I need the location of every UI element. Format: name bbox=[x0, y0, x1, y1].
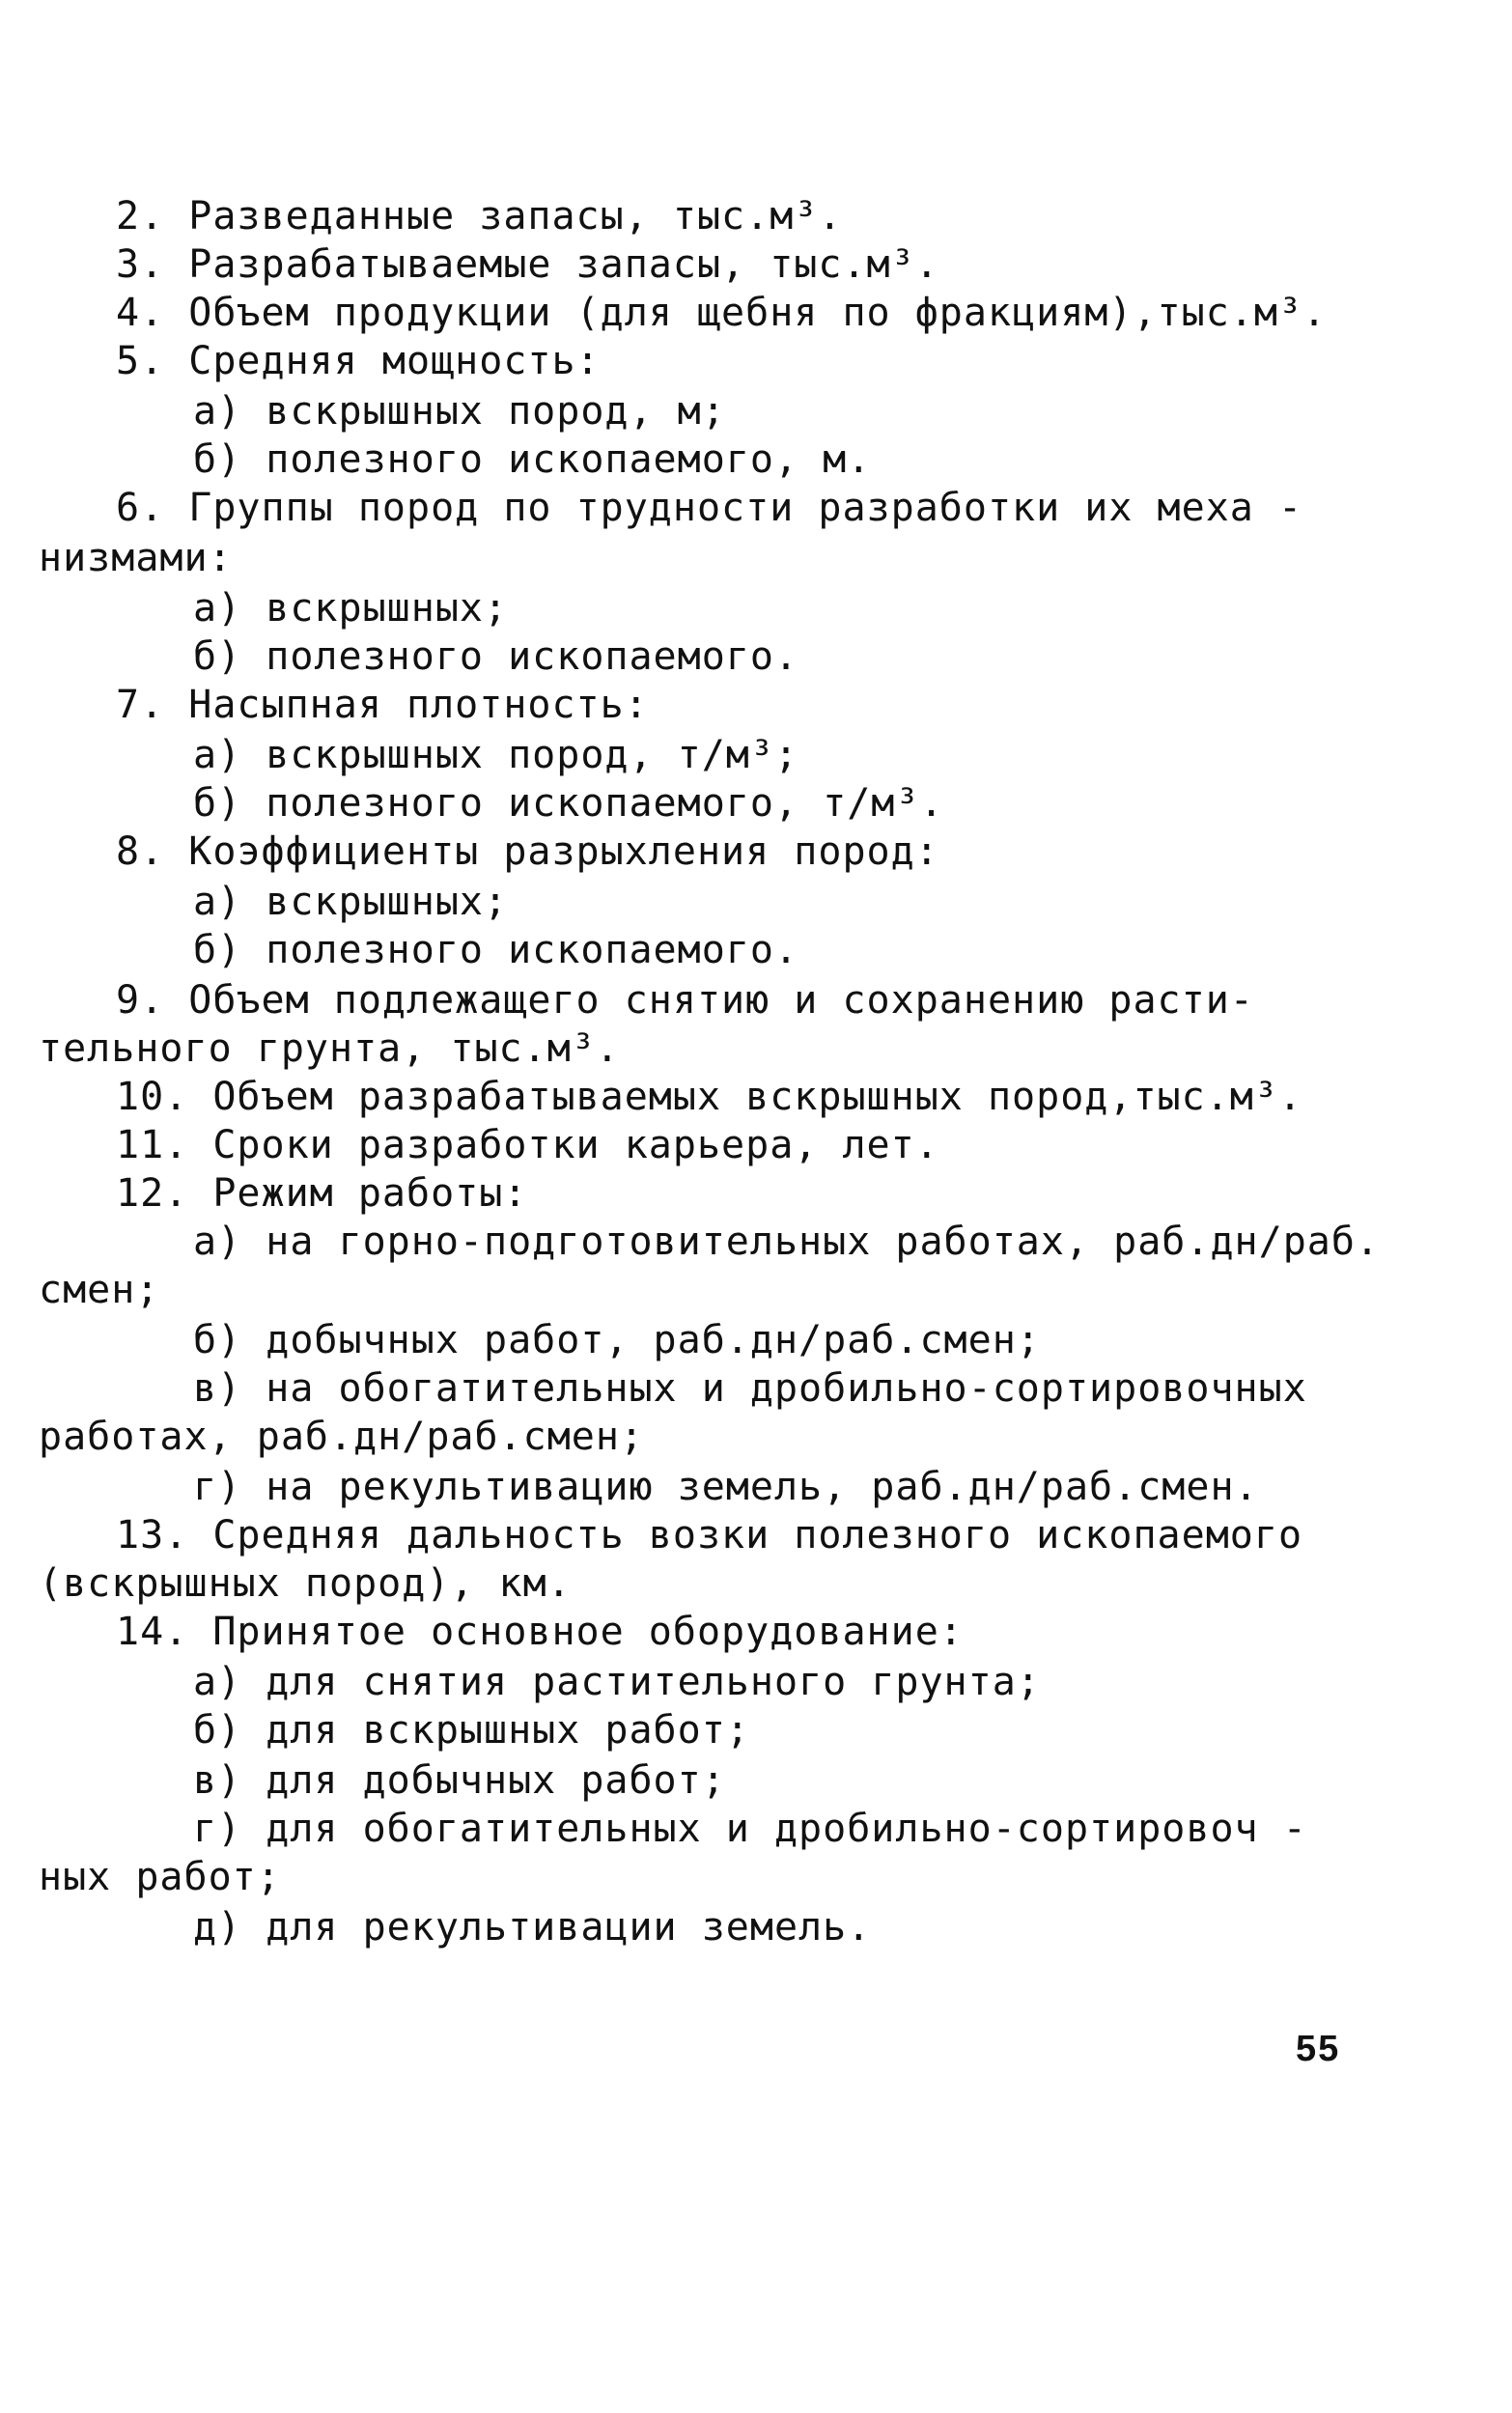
list-item-9: 9. Объем подлежащего снятию и сохранению расти- bbox=[116, 978, 1254, 1023]
sub-item-12c-continuation: работах, раб.дн/раб.смен; bbox=[39, 1415, 645, 1459]
sub-item-14b: б) для вскрышных работ; bbox=[193, 1708, 750, 1753]
sub-item-14e: д) для рекультивации земель. bbox=[193, 1905, 872, 1950]
sub-item-14c: в) для добычных работ; bbox=[193, 1758, 726, 1803]
list-item-5: 5. Средняя мощность: bbox=[116, 339, 601, 383]
list-item-2: 2. Разведанные запасы, тыс.м³. bbox=[116, 194, 843, 238]
page-number: 55 bbox=[1296, 2029, 1341, 2069]
sub-item-14a: а) для снятия растительного грунта; bbox=[193, 1660, 1041, 1704]
list-item-6: 6. Группы пород по трудности разработки их меха - bbox=[116, 486, 1303, 530]
sub-item-14d-continuation: ных работ; bbox=[39, 1855, 281, 1899]
list-item-7: 7. Насыпная плотность: bbox=[116, 683, 649, 727]
sub-item-5a: а) вскрышных пород, м; bbox=[193, 389, 726, 434]
list-item-14: 14. Принятое основное оборудование: bbox=[116, 1610, 964, 1654]
sub-item-14d: г) для обогатительных и дробильно-сортировоч - bbox=[193, 1807, 1307, 1851]
sub-item-12c: в) на обогатительных и дробильно-сортировочных bbox=[193, 1366, 1307, 1411]
list-item-8: 8. Коэффициенты разрыхления пород: bbox=[116, 829, 939, 874]
sub-item-7a: а) вскрышных пород, т/м³; bbox=[193, 733, 799, 777]
list-item-11: 11. Сроки разработки карьера, лет. bbox=[116, 1123, 939, 1167]
sub-item-12a: а) на горно-подготовительных работах, раб.дн/раб. bbox=[193, 1220, 1381, 1264]
list-item-10: 10. Объем разрабатываемых вскрышных пород,тыс.м³. bbox=[116, 1075, 1303, 1119]
list-item-12: 12. Режим работы: bbox=[116, 1171, 528, 1216]
sub-item-8a: а) вскрышных; bbox=[193, 880, 509, 924]
sub-item-6b: б) полезного ископаемого. bbox=[193, 634, 799, 679]
list-item-4: 4. Объем продукции (для щебня по фракциям),тыс.м³. bbox=[116, 291, 1328, 335]
sub-item-12b: б) добычных работ, раб.дн/раб.смен; bbox=[193, 1318, 1041, 1362]
sub-item-6a: а) вскрышных; bbox=[193, 586, 509, 631]
sub-item-12a-continuation: смен; bbox=[39, 1268, 160, 1312]
sub-item-5b: б) полезного ископаемого, м. bbox=[193, 437, 872, 482]
list-item-13: 13. Средняя дальность возки полезного ископаемого bbox=[116, 1513, 1303, 1557]
list-item-3: 3. Разрабатываемые запасы, тыс.м³. bbox=[116, 242, 939, 287]
list-item-9-continuation: тельного грунта, тыс.м³. bbox=[39, 1026, 620, 1071]
list-item-6-continuation: низмами: bbox=[39, 536, 233, 580]
sub-item-8b: б) полезного ископаемого. bbox=[193, 928, 799, 972]
sub-item-7b: б) полезного ископаемого, т/м³. bbox=[193, 781, 944, 826]
list-item-13-continuation: (вскрышных пород), км. bbox=[39, 1561, 572, 1606]
sub-item-12d: г) на рекультивацию земель, раб.дн/раб.смен. bbox=[193, 1465, 1259, 1509]
